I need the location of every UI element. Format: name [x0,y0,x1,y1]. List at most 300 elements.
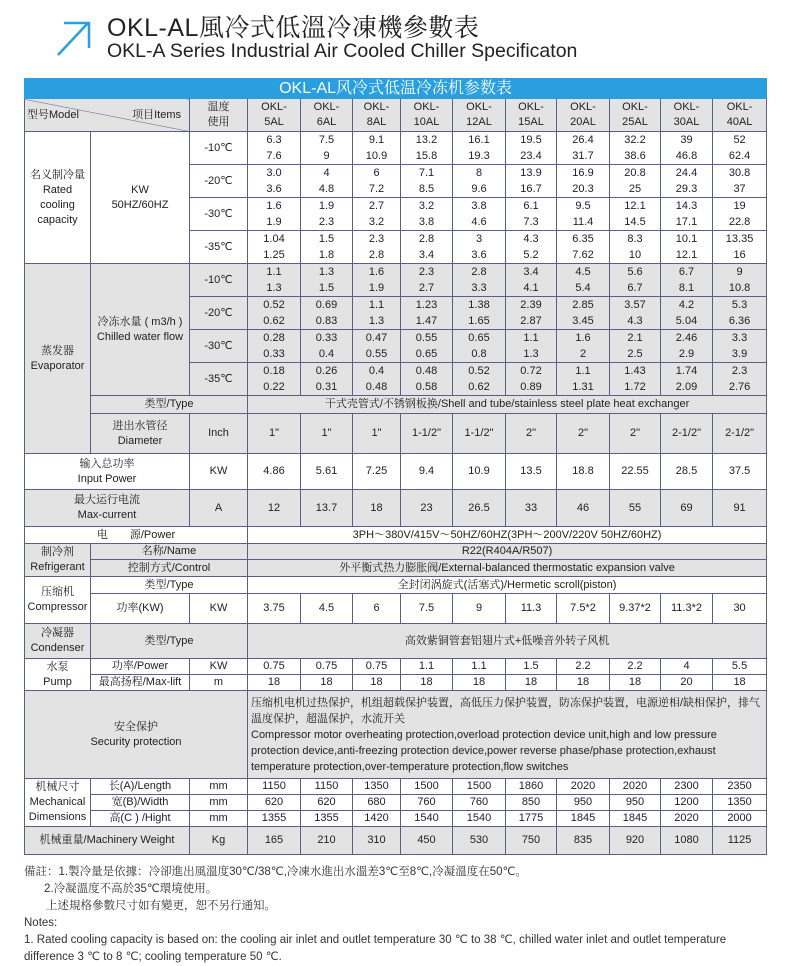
model-header-cell: OKL- 6AL [301,99,353,132]
diameter-cell: 2-1/2" [713,414,767,454]
compressor-power-cell: 4.5 [301,594,353,624]
weight-unit: Kg [190,827,248,855]
model-items-header [25,99,190,132]
dimension-cell: 1500 [401,779,453,795]
value-50hz: 13.35 [725,233,754,245]
value-cell [661,165,713,198]
max-current-unit: A [190,490,248,527]
value-60hz: 25 [628,183,642,195]
value-50hz: 6.7 [678,266,695,278]
value-60hz: 4.3 [627,315,643,327]
pump-lift-cell: 18 [301,675,353,691]
pump-lift-label: 最高扬程/Max-lift [91,675,190,691]
evaporator-type-value: 干式壳管式/不锈钢板换/Shell and tube/stainless steel plate heat exchanger [248,396,767,414]
value-50hz: 9.5 [575,200,591,212]
value-50hz: 8 [475,167,483,179]
value-50hz: 0.18 [263,365,285,377]
value-50hz: 4.5 [575,266,591,278]
value-cell [713,198,767,231]
dimension-cell: 950 [610,795,661,811]
value-50hz: 14.3 [675,200,698,212]
value-cell [301,330,353,363]
compressor-power-cell: 9.37*2 [610,594,661,624]
model-header-cell: OKL- 8AL [353,99,401,132]
value-60hz: 1.3 [266,282,282,294]
value-50hz: 3 [475,233,483,245]
temp-header: 温度 使用 [190,99,248,132]
value-60hz: 3.3 [471,282,487,294]
value-60hz: 15.8 [415,150,438,162]
evaporator-label: 蒸发器 Evaporator [25,264,91,454]
value-50hz: 39 [680,134,693,146]
value-cell [353,264,401,297]
table-row [25,577,767,594]
dimension-cell: 1350 [353,779,401,795]
table-row [25,264,767,297]
value-cell [506,231,557,264]
table-row [25,132,767,165]
value-cell [248,297,301,330]
value-cell [506,132,557,165]
value-60hz: 0.83 [315,315,338,327]
value-cell [713,165,767,198]
dimension-cell: 1540 [401,811,453,827]
value-cell [248,264,301,297]
evaporator-type-label: 类型/Type [91,396,248,414]
weight-cell: 310 [353,827,401,855]
dimension-cell: 1775 [506,811,557,827]
value-60hz: 6.36 [728,315,751,327]
compressor-power-label: 功率(KW) [91,594,190,624]
power-value: 3PH～380V/415V～50HZ/60HZ(3PH～200V/220V 50HZ/60HZ) [248,527,767,544]
value-50hz: 6.35 [572,233,594,245]
value-60hz: 4.8 [318,183,335,195]
value-60hz: 2.8 [368,249,385,261]
cooling-unit: KW 50HZ/60HZ [91,132,190,264]
value-cell [713,231,767,264]
table-row [25,396,767,414]
dimension-cell: 2000 [713,811,767,827]
value-60hz: 1.47 [415,315,438,327]
input-power-cell: 10.9 [453,454,506,490]
weight-cell: 530 [453,827,506,855]
value-50hz: 2.8 [471,266,487,278]
value-60hz: 10.9 [365,150,388,162]
pump-power-cell: 1.5 [506,659,557,675]
value-60hz: 38.6 [624,150,646,162]
refrigerant-name-label: 名称/Name [91,544,248,560]
pump-power-cell: 2.2 [610,659,661,675]
dimension-cell: 1150 [301,779,353,795]
weight-cell: 920 [610,827,661,855]
value-50hz: 1.6 [266,200,282,212]
chilled-water-flow-label: 冷冻水量 ( m3/h ) Chilled water flow [91,264,190,396]
value-60hz: 1.72 [624,381,646,393]
dimension-label: 宽(B)/Width [91,795,190,811]
value-60hz: 0.65 [415,348,438,360]
model-header-cell: OKL- 40AL [713,99,767,132]
dimension-cell: 2020 [557,779,610,795]
value-60hz: 3.6 [471,249,487,261]
diameter-cell: 1" [353,414,401,454]
value-60hz: 3.6 [266,183,282,195]
value-cell [506,330,557,363]
value-cell [401,297,453,330]
value-50hz: 2.7 [368,200,385,212]
input-power-cell: 22.55 [610,454,661,490]
value-50hz: 0.47 [365,332,388,344]
value-cell [610,198,661,231]
compressor-type-label: 类型/Type [91,577,248,594]
value-50hz: 30.8 [728,167,751,179]
notes-title: Notes: [24,917,58,929]
value-cell [661,297,713,330]
pump-lift-cell: 18 [401,675,453,691]
condenser-type-value: 高效紫铜管套铝翅片式+低噪音外转子风机 [248,624,767,659]
input-power-cell: 4.86 [248,454,301,490]
compressor-power-cell: 6 [353,594,401,624]
value-50hz: 7.5 [318,134,335,146]
value-cell [713,132,767,165]
input-power-label: 输入总功率 Input Power [25,454,190,490]
input-power-cell: 18.8 [557,454,610,490]
compressor-label: 压缩机 Compressor [25,577,91,624]
table-row [25,560,767,577]
value-cell [506,264,557,297]
value-60hz: 9.6 [471,183,487,195]
value-cell [610,165,661,198]
value-cell [713,363,767,396]
value-60hz: 19.3 [468,150,490,162]
pump-power-cell: 5.5 [713,659,767,675]
pump-power-cell: 0.75 [248,659,301,675]
weight-label: 机械重量/Machinery Weight [25,827,190,855]
value-50hz: 9 [736,266,743,278]
dimension-unit: mm [190,779,248,795]
value-50hz: 9.1 [368,134,385,146]
value-60hz: 1.3 [368,315,385,327]
value-50hz: 6.1 [523,200,539,212]
diameter-cell: 1" [301,414,353,454]
model-header-cell: OKL- 25AL [610,99,661,132]
model-header: 型号Model [27,109,79,121]
value-60hz: 2 [579,348,587,360]
refrigerant-label: 制冷剂 Refrigerant [25,544,91,577]
security-label: 安全保护 Security protection [25,691,248,779]
pump-power-cell: 1.1 [401,659,453,675]
value-60hz: 8.5 [418,183,435,195]
value-cell [453,297,506,330]
value-50hz: 1.6 [575,332,591,344]
value-50hz: 2.3 [731,365,748,377]
model-header-cell: OKL- 30AL [661,99,713,132]
value-50hz: 4 [323,167,330,179]
max-current-cell: 46 [557,490,610,527]
value-cell [453,198,506,231]
max-current-cell: 13.7 [301,490,353,527]
dimension-cell: 1540 [453,811,506,827]
value-cell [401,264,453,297]
value-50hz: 0.48 [415,365,438,377]
value-cell [401,132,453,165]
value-50hz: 2.1 [627,332,643,344]
temperature-cell: -20℃ [190,297,248,330]
value-60hz: 7.6 [266,150,282,162]
value-50hz: 3.3 [731,332,748,344]
dimension-label: 高(C ) /Hight [91,811,190,827]
diameter-cell: 1-1/2" [453,414,506,454]
value-50hz: 12.1 [624,200,646,212]
pump-lift-cell: 20 [661,675,713,691]
value-cell [453,363,506,396]
spec-table [24,78,767,855]
value-50hz: 1.74 [675,365,698,377]
pump-lift-cell: 18 [713,675,767,691]
value-60hz: 1.31 [572,381,594,393]
value-cell [506,297,557,330]
value-60hz: 0.62 [468,381,490,393]
pump-lift-cell: 18 [353,675,401,691]
value-50hz: 5.3 [731,299,748,311]
model-header-cell: OKL- 10AL [401,99,453,132]
model-header-cell: OKL- 15AL [506,99,557,132]
weight-cell: 210 [301,827,353,855]
value-60hz: 3.4 [418,249,435,261]
value-cell [661,231,713,264]
dimension-unit: mm [190,811,248,827]
page-title: OKL-AL風冷式低溫冷凍機參數表 [107,14,480,42]
items-header: 项目Items [132,109,181,121]
value-50hz: 1.9 [318,200,335,212]
value-60hz: 2.3 [318,216,335,228]
pump-lift-cell: 18 [610,675,661,691]
input-power-cell: 28.5 [661,454,713,490]
dimensions-label: 机械尺寸 Mechanical Dimensions [25,779,91,827]
value-cell [401,363,453,396]
value-cell [610,330,661,363]
dimension-cell: 1200 [661,795,713,811]
temperature-cell: -10℃ [190,264,248,297]
pump-power-cell: 1.1 [453,659,506,675]
value-60hz: 10 [628,249,642,261]
value-60hz: 1.25 [263,249,285,261]
value-60hz: 46.8 [675,150,698,162]
value-cell [301,363,353,396]
value-60hz: 2.7 [418,282,435,294]
value-cell [301,297,353,330]
value-60hz: 0.89 [520,381,542,393]
value-cell [557,363,610,396]
dimension-cell: 760 [453,795,506,811]
table-banner: OKL-AL风冷式低温冷冻机参数表 [25,79,767,99]
pump-power-cell: 0.75 [353,659,401,675]
note-cn-2: 2.冷凝溫度不高於35℃環境使用。 [44,883,218,895]
note-en-1: 1. Rated cooling capacity is based on: the cooling air inlet and outlet temperature 30 ℃ to 38 ℃, chilled water inlet and outlet temperature [24,934,727,946]
value-60hz: 7.62 [572,249,594,261]
dimension-cell: 850 [506,795,557,811]
dimension-cell: 1355 [301,811,353,827]
value-cell [453,231,506,264]
dimension-cell: 1845 [557,811,610,827]
value-50hz: 1.1 [368,299,385,311]
pump-lift-cell: 18 [506,675,557,691]
input-power-cell: 37.5 [713,454,767,490]
value-60hz: 1.3 [523,348,539,360]
dimension-cell: 760 [401,795,453,811]
value-cell [610,264,661,297]
value-cell [713,264,767,297]
max-current-cell: 23 [401,490,453,527]
value-50hz: 4.2 [678,299,695,311]
value-60hz: 0.33 [263,348,285,360]
model-header-cell: OKL- 12AL [453,99,506,132]
max-current-cell: 12 [248,490,301,527]
value-50hz: 0.33 [315,332,338,344]
value-50hz: 13.9 [520,167,542,179]
dimension-cell: 2300 [661,779,713,795]
temperature-cell: -35℃ [190,231,248,264]
value-cell [401,165,453,198]
value-cell [506,363,557,396]
value-60hz: 16 [733,249,746,261]
value-cell [301,165,353,198]
note-en-2: difference 3 ℃ to 8 ℃; cooling temperature 50 ℃. [24,951,282,963]
compressor-power-cell: 9 [453,594,506,624]
value-cell [557,330,610,363]
dimension-cell: 1150 [248,779,301,795]
weight-cell: 450 [401,827,453,855]
pump-power-unit: KW [190,659,248,675]
value-60hz: 37 [733,183,746,195]
input-power-unit: KW [190,454,248,490]
value-60hz: 3.9 [731,348,748,360]
value-50hz: 0.69 [315,299,338,311]
table-row [25,99,767,132]
compressor-power-cell: 7.5 [401,594,453,624]
value-60hz: 2.5 [627,348,643,360]
value-50hz: 20.8 [624,167,646,179]
value-cell [453,264,506,297]
temperature-cell: -30℃ [190,198,248,231]
pump-lift-cell: 18 [248,675,301,691]
value-60hz: 1.8 [318,249,335,261]
value-60hz: 3.2 [368,216,385,228]
value-cell [661,132,713,165]
table-row [25,659,767,675]
value-50hz: 2.85 [572,299,594,311]
value-50hz: 0.55 [415,332,438,344]
security-value: 压缩机电机过热保护，机组超载保护装置，高低压力保护装置，防冻保护装置，电源逆相/缺相保护，排气温度保护，超温保护，水流开关 Compressor motor overheating protection,overload protection device unit,high and low pressure protection device,anti-freezing protection device,power reverse phase/phase protection,exhaust temperature protection,over-temperature protection,flow switches [248,691,767,779]
dimension-cell: 1350 [713,795,767,811]
value-60hz: 11.4 [572,216,594,228]
value-50hz: 6 [373,167,380,179]
table-row [25,594,767,624]
value-cell [401,198,453,231]
value-cell [610,363,661,396]
value-cell [248,363,301,396]
value-50hz: 16.9 [572,167,594,179]
max-current-cell: 18 [353,490,401,527]
model-header-cell: OKL- 5AL [248,99,301,132]
dimension-cell: 1860 [506,779,557,795]
value-50hz: 10.1 [675,233,698,245]
value-50hz: 1.3 [318,266,335,278]
value-50hz: 32.2 [624,134,646,146]
value-cell [557,165,610,198]
value-cell [453,132,506,165]
table-row [25,675,767,691]
value-50hz: 2.8 [418,233,435,245]
dimension-cell: 950 [557,795,610,811]
value-50hz: 24.4 [675,167,698,179]
compressor-power-cell: 11.3 [506,594,557,624]
value-50hz: 0.26 [315,365,338,377]
value-cell [506,198,557,231]
value-60hz: 0.31 [315,381,338,393]
value-cell [557,264,610,297]
value-cell [353,165,401,198]
pump-lift-cell: 18 [557,675,610,691]
dimension-label: 长(A)/Length [91,779,190,795]
pump-lift-cell: 18 [453,675,506,691]
table-row [25,414,767,454]
value-60hz: 22.8 [728,216,751,228]
value-50hz: 0.52 [263,299,285,311]
control-value: 外平衡式热力膨胀阀/External-balanced thermostatic expansion valve [248,560,767,577]
dimension-cell: 1355 [248,811,301,827]
dimension-cell: 2350 [713,779,767,795]
value-50hz: 3.57 [624,299,646,311]
max-current-cell: 91 [713,490,767,527]
compressor-power-cell: 30 [713,594,767,624]
value-cell [248,198,301,231]
dimension-cell: 2020 [661,811,713,827]
value-50hz: 0.28 [263,332,285,344]
value-50hz: 3.8 [471,200,487,212]
diameter-label: 进出水管径 Diameter [91,414,190,454]
value-cell [713,330,767,363]
compressor-type-value: 全封闭涡旋式(活塞式)/Hermetic scroll(piston) [248,577,767,594]
value-cell [353,363,401,396]
value-50hz: 5.6 [627,266,643,278]
temperature-cell: -20℃ [190,165,248,198]
value-60hz: 4.1 [523,282,539,294]
value-50hz: 1.1 [523,332,539,344]
value-60hz: 1.5 [318,282,335,294]
diameter-cell: 1-1/2" [401,414,453,454]
value-60hz: 7.3 [523,216,539,228]
value-60hz: 20.3 [572,183,594,195]
weight-cell: 835 [557,827,610,855]
diameter-cell: 1" [248,414,301,454]
value-60hz: 23.4 [520,150,542,162]
weight-cell: 165 [248,827,301,855]
pump-label: 水泵 Pump [25,659,91,691]
compressor-power-cell: 3.75 [248,594,301,624]
refrigerant-name-value: R22(R404A/R507) [248,544,767,560]
value-60hz: 2.09 [675,381,698,393]
value-60hz: 1.9 [266,216,282,228]
value-cell [557,231,610,264]
value-cell [453,330,506,363]
value-50hz: 1.43 [624,365,646,377]
value-50hz: 1.38 [468,299,490,311]
input-power-cell: 7.25 [353,454,401,490]
value-cell [610,297,661,330]
weight-cell: 1125 [713,827,767,855]
dimension-cell: 1500 [453,779,506,795]
compressor-power-cell: 7.5*2 [557,594,610,624]
